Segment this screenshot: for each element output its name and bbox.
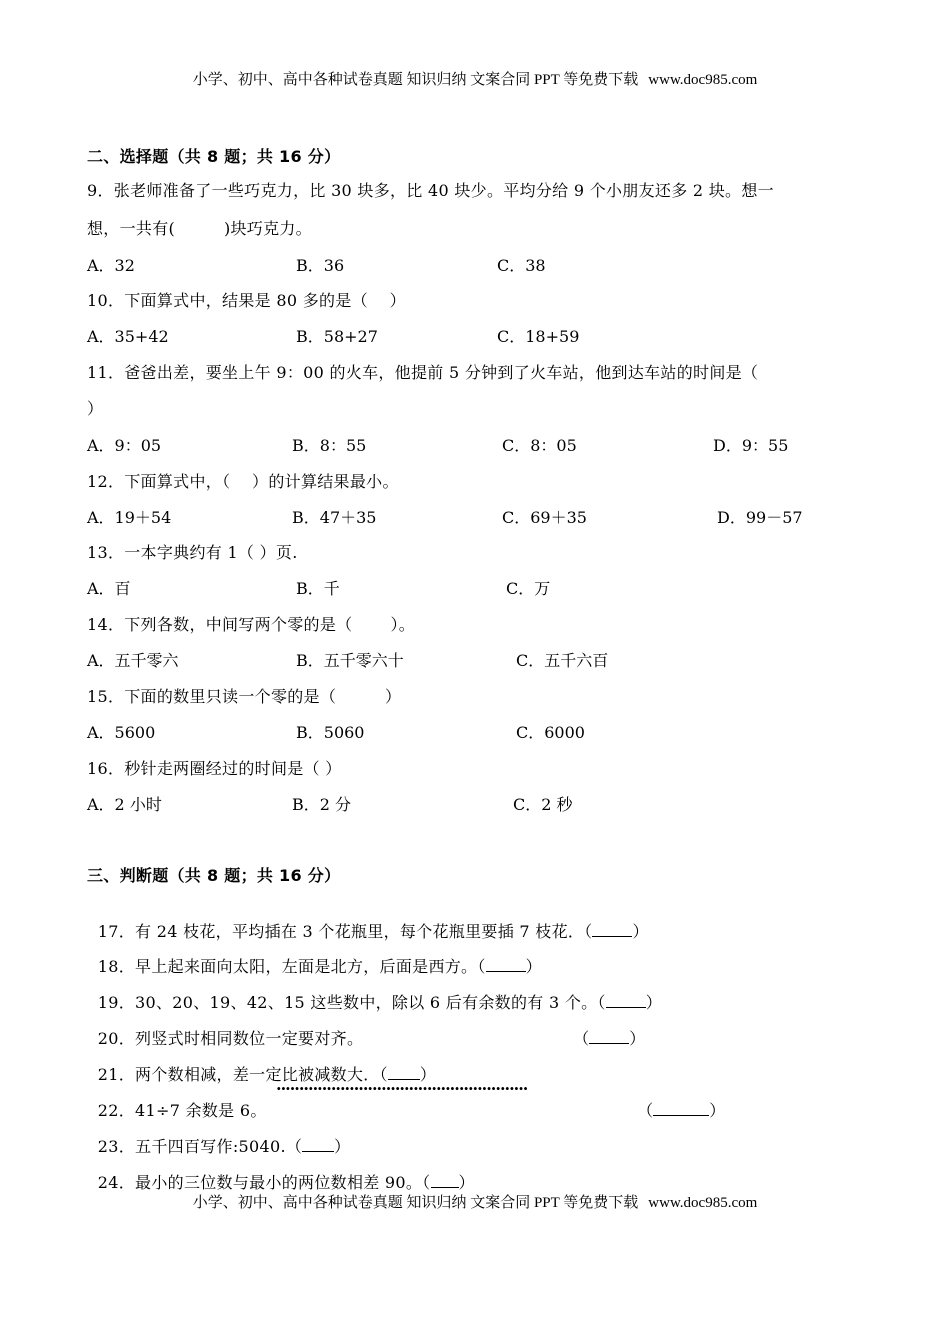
q14-option-c: C．五千六百 — [516, 651, 609, 670]
question-23-text: 23．五千四百写作:5040.（ — [97, 1137, 303, 1156]
question-12: 12．下面算式中，（ ）的计算结果最小。 — [87, 472, 399, 491]
question-14: 14．下列各数，中间写两个零的是（ ）。 — [87, 615, 416, 634]
q9-option-b: B．36 — [296, 256, 345, 275]
q10-option-c: C．18+59 — [497, 327, 580, 346]
q9-option-c: C．38 — [497, 256, 546, 275]
q14-option-a: A．五千零六 — [87, 651, 179, 670]
question-24-text: 24．最小的三位数与最小的两位数相差 90。（ — [97, 1173, 431, 1192]
question-13: 13．一本字典约有 1（ ）页. — [87, 543, 298, 562]
header-site: www.doc985.com — [648, 72, 758, 88]
q12-option-d: D．99－57 — [717, 508, 803, 527]
answer-blank-22[interactable] — [653, 1101, 709, 1116]
q15-option-a: A．5600 — [87, 723, 156, 742]
question-19-text: 19．30、20、19、42、15 这些数中，除以 6 后有余数的有 3 个。（ — [97, 993, 606, 1012]
question-11-line-2: ） — [87, 399, 104, 418]
question-22-leader-dots: ······················································· — [276, 1079, 528, 1098]
question-9-line-1: 9．张老师准备了一些巧克力，比 30 块多，比 40 块少。平均分给 9 个小朋友还多 2 块。想一 — [87, 181, 774, 200]
q15-option-b: B．5060 — [296, 723, 365, 742]
answer-blank-20[interactable] — [589, 1029, 629, 1044]
q11-option-a: A．9：05 — [87, 436, 162, 455]
question-18-text: 18．早上起来面向太阳，左面是北方，后面是西方。（ — [97, 957, 486, 976]
footer-site: www.doc985.com — [648, 1195, 758, 1211]
footer-text: 小学、初中、高中各种试卷真题 知识归纳 文案合同 PPT 等免费下载 — [192, 1195, 639, 1211]
q16-option-a: A．2 小时 — [87, 795, 162, 814]
section-title-true-false: 三、判断题（共 8 题；共 16 分） — [87, 866, 341, 885]
question-18-close: ） — [525, 957, 542, 976]
question-15: 15．下面的数里只读一个零的是（ ） — [87, 687, 402, 706]
answer-blank-19[interactable] — [606, 993, 646, 1008]
q12-option-b: B．47＋35 — [292, 508, 377, 527]
section-title-multiple-choice: 二、选择题（共 8 题；共 16 分） — [87, 147, 341, 166]
page-footer — [0, 1191, 950, 1212]
answer-blank-24[interactable] — [431, 1173, 459, 1188]
question-22-open: （ — [637, 1101, 654, 1120]
q13-option-b: B．千 — [296, 579, 340, 598]
question-21-close: ） — [419, 1065, 437, 1084]
q16-option-b: B．2 分 — [292, 795, 352, 814]
question-19 — [87, 973, 662, 1013]
question-20 — [87, 1009, 363, 1049]
question-20-close: ） — [629, 1029, 646, 1048]
q11-option-d: D．9：55 — [713, 436, 789, 455]
question-17 — [87, 902, 649, 942]
q10-option-a: A．35+42 — [87, 327, 169, 346]
answer-blank-21[interactable] — [388, 1065, 420, 1080]
question-22-close: ） — [709, 1101, 726, 1120]
question-24 — [87, 1153, 475, 1193]
q12-option-a: A．19＋54 — [87, 508, 172, 527]
q13-option-c: C．万 — [506, 579, 551, 598]
question-21-text: 21．两个数相减，差一定比被减数大．（ — [97, 1065, 388, 1084]
question-20-text: 20．列竖式时相同数位一定要对齐。 — [97, 1029, 364, 1048]
question-16: 16．秒针走两圈经过的时间是（ ） — [87, 759, 342, 778]
question-22 — [87, 1081, 267, 1121]
q9-option-a: A．32 — [87, 256, 135, 275]
answer-blank-23[interactable] — [302, 1137, 334, 1152]
question-22-answer — [627, 1081, 725, 1121]
question-17-text: 17．有 24 枝花，平均插在 3 个花瓶里，每个花瓶里要插 7 枝花．（ — [97, 922, 593, 941]
header-text: 小学、初中、高中各种试卷真题 知识归纳 文案合同 PPT 等免费下载 — [192, 72, 639, 88]
question-23-close: ） — [334, 1137, 351, 1156]
q11-option-c: C．8：05 — [502, 436, 577, 455]
question-10: 10．下面算式中，结果是 80 多的是（ ） — [87, 291, 406, 310]
q12-option-c: C．69＋35 — [502, 508, 587, 527]
question-9-line-2: 想，一共有( )块巧克力。 — [87, 219, 312, 238]
answer-blank-17[interactable] — [592, 922, 632, 937]
q11-option-b: B．8：55 — [292, 436, 367, 455]
q15-option-c: C．6000 — [516, 723, 585, 742]
question-17-close: ） — [632, 922, 649, 941]
q10-option-b: B．58+27 — [296, 327, 378, 346]
page-header — [0, 68, 950, 89]
question-24-close: ） — [458, 1173, 475, 1192]
question-23 — [87, 1117, 350, 1157]
question-20-open: （ — [573, 1029, 590, 1048]
q16-option-c: C．2 秒 — [513, 795, 573, 814]
question-22-text: 22．41÷7 余数是 6。 — [97, 1101, 267, 1120]
q13-option-a: A．百 — [87, 579, 131, 598]
question-20-answer — [563, 1009, 645, 1049]
answer-blank-18[interactable] — [486, 957, 526, 972]
question-19-close: ） — [645, 993, 663, 1012]
q14-option-b: B．五千零六十 — [296, 651, 404, 670]
question-11-line-1: 11．爸爸出差，要坐上午 9：00 的火车，他提前 5 分钟到了火车站，他到达车站的时间是（ — [87, 363, 759, 382]
question-18 — [87, 937, 542, 977]
